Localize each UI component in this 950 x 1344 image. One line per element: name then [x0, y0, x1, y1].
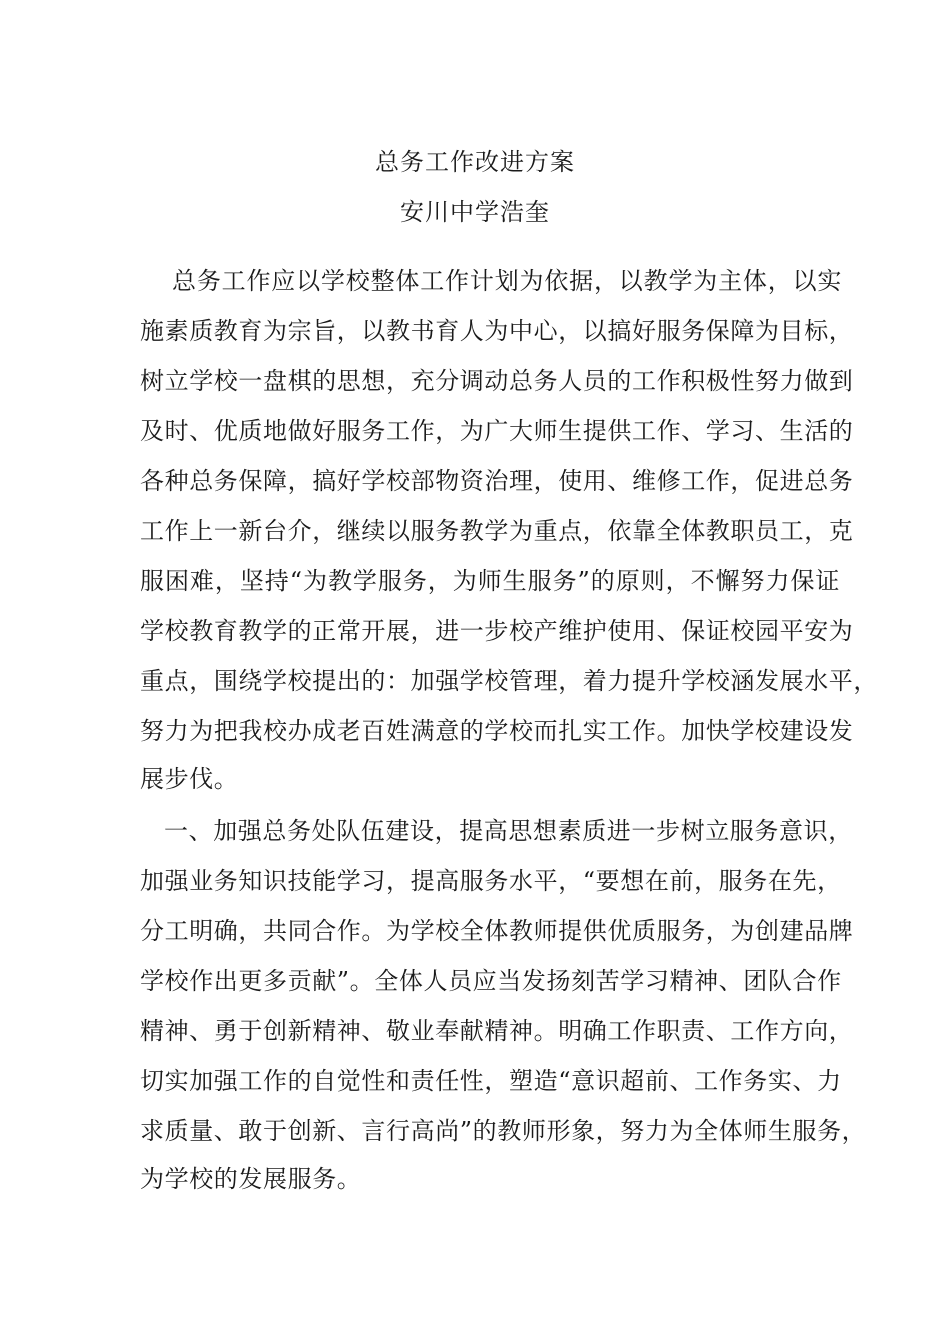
paragraph-2-line-3: 分工明确，共同合作。为学校全体教师提供优质服务，为创建品牌 [140, 917, 854, 945]
paragraph-2-line-7: 求质量、敢于创新、言行高尚”的教师形象，努力为全体师生服务， [140, 1117, 867, 1145]
paragraph-2-line-2: 加强业务知识技能学习，提高服务水平，“要想在前，服务在先， [140, 867, 842, 895]
paragraph-1-line-11: 展步伐。 [140, 765, 239, 793]
paragraph-1-line-1: 总务工作应以学校整体工作计划为依据，以教学为主体，以实 [172, 267, 842, 295]
paragraph-1-line-3: 树立学校一盘棋的思想，充分调动总务人员的工作积极性努力做到 [140, 367, 854, 395]
document-title: 总务工作改进方案 [375, 148, 575, 176]
paragraph-1-line-2: 施素质教育为宗旨，以教书育人为中心，以搞好服务保障为目标， [140, 317, 854, 345]
paragraph-2-line-1: 一、加强总务处队伍建设，提高思想素质进一步树立服务意识， [164, 817, 853, 845]
paragraph-1-line-10: 努力为把我校办成老百姓满意的学校而扎实工作。加快学校建设发 [140, 717, 854, 745]
paragraph-1-line-7: 服困难，坚持“为教学服务，为师生服务”的原则，不懈努力保证 [140, 567, 840, 595]
paragraph-2-line-8: 为学校的发展服务。 [140, 1165, 362, 1193]
paragraph-1-line-6: 工作上一新台介，继续以服务教学为重点，依靠全体教职员工，克 [140, 517, 854, 545]
paragraph-1-line-5: 各种总务保障，搞好学校部物资治理，使用、维修工作，促进总务 [140, 467, 854, 495]
paragraph-2-line-5: 精神、勇于创新精神、敬业奉献精神。明确工作职责、工作方向， [140, 1017, 854, 1045]
paragraph-1-line-4: 及时、优质地做好服务工作，为广大师生提供工作、学习、生活的 [140, 417, 854, 445]
document-subtitle: 安川中学浩奎 [400, 198, 550, 226]
paragraph-2-line-6: 切实加强工作的自觉性和责任性，塑造“意识超前、工作务实、力 [140, 1067, 842, 1095]
paragraph-2-line-4: 学校作出更多贡献”。全体人员应当发扬刻苦学习精神、团队合作 [140, 967, 842, 995]
paragraph-1-line-9: 重点，围绕学校提出的：加强学校管理，着力提升学校涵发展水平， [140, 667, 878, 695]
paragraph-1-line-8: 学校教育教学的正常开展，进一步校产维护使用、保证校园平安为 [140, 617, 854, 645]
